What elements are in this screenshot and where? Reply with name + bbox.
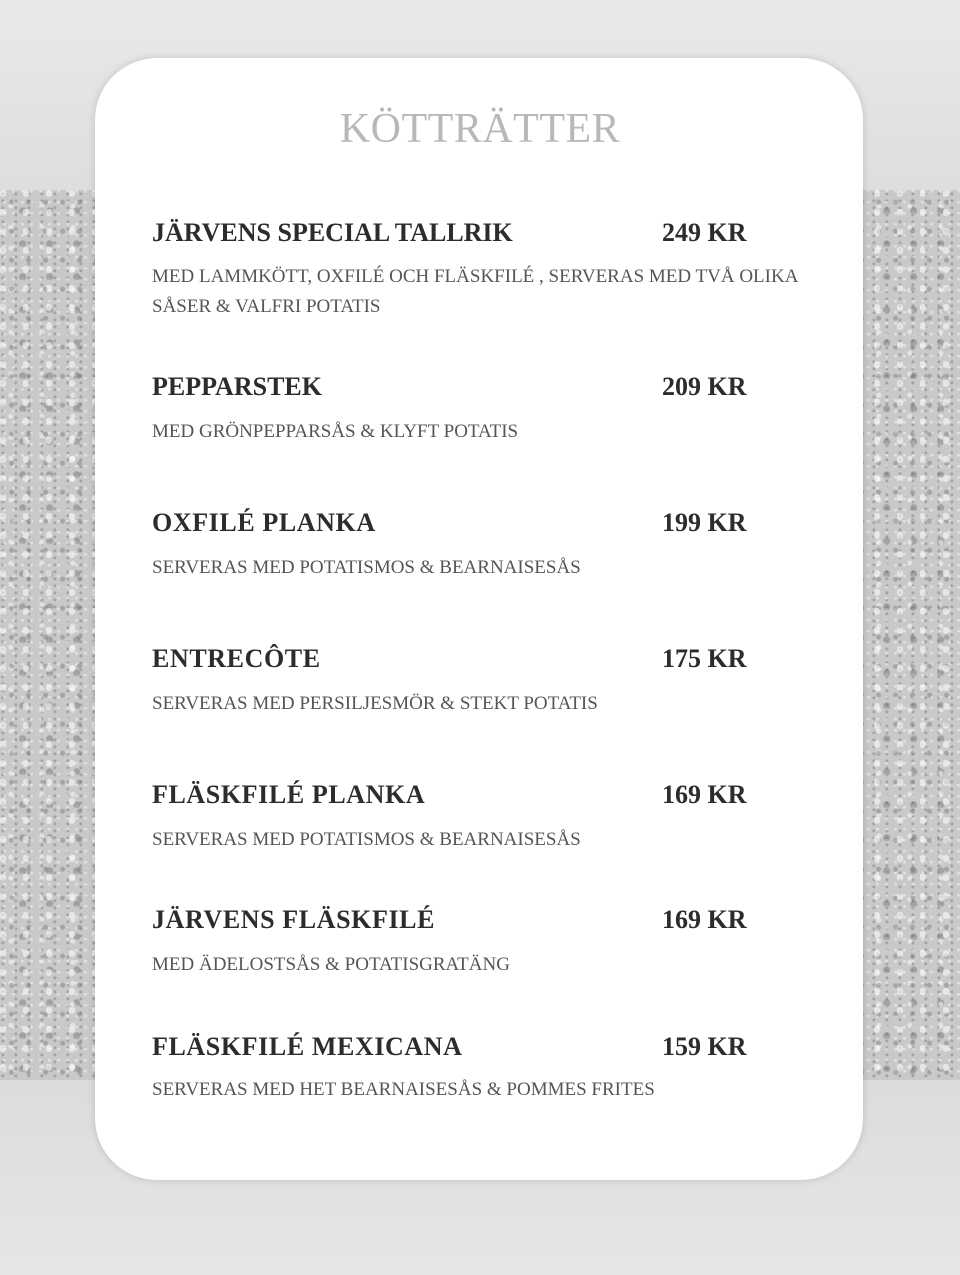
- page-title: KÖTTRÄTTER: [339, 106, 621, 152]
- item-description: SERVERAS MED HET BEARNAISESÅS & POMMES FRITES: [152, 1079, 655, 1100]
- item-price: 169 KR: [662, 905, 747, 934]
- item-description: MED LAMMKÖTT, OXFILÉ OCH FLÄSKFILÉ , SERVERAS MED TVÅ OLIKA SÅSER & VALFRI POTATIS: [152, 266, 798, 317]
- item-description: SERVERAS MED PERSILJESMÖR & STEKT POTATIS: [152, 693, 598, 714]
- item-price: 199 KR: [662, 508, 747, 537]
- item-name: JÄRVENS FLÄSKFILÉ: [152, 905, 436, 934]
- item-description: SERVERAS MED POTATISMOS & BEARNAISESÅS: [152, 829, 581, 850]
- item-price: 169 KR: [662, 780, 747, 809]
- item-price: 249 KR: [662, 218, 747, 247]
- item-name: OXFILÉ PLANKA: [152, 508, 376, 537]
- item-description: SERVERAS MED POTATISMOS & BEARNAISESÅS: [152, 557, 581, 578]
- item-name: FLÄSKFILÉ MEXICANA: [152, 1032, 463, 1061]
- item-name: ENTRECÔTE: [152, 644, 321, 673]
- item-price: 175 KR: [662, 644, 747, 673]
- item-name: PEPPARSTEK: [152, 372, 322, 401]
- item-price: 159 KR: [662, 1032, 747, 1061]
- item-name: FLÄSKFILÉ PLANKA: [152, 780, 426, 809]
- item-description: MED GRÖNPEPPARSÅS & KLYFT POTATIS: [152, 421, 519, 442]
- item-price: 209 KR: [662, 372, 747, 401]
- item-description: MED ÄDELOSTSÅS & POTATISGRATÄNG: [152, 954, 510, 975]
- item-name: JÄRVENS SPECIAL TALLRIK: [152, 218, 513, 247]
